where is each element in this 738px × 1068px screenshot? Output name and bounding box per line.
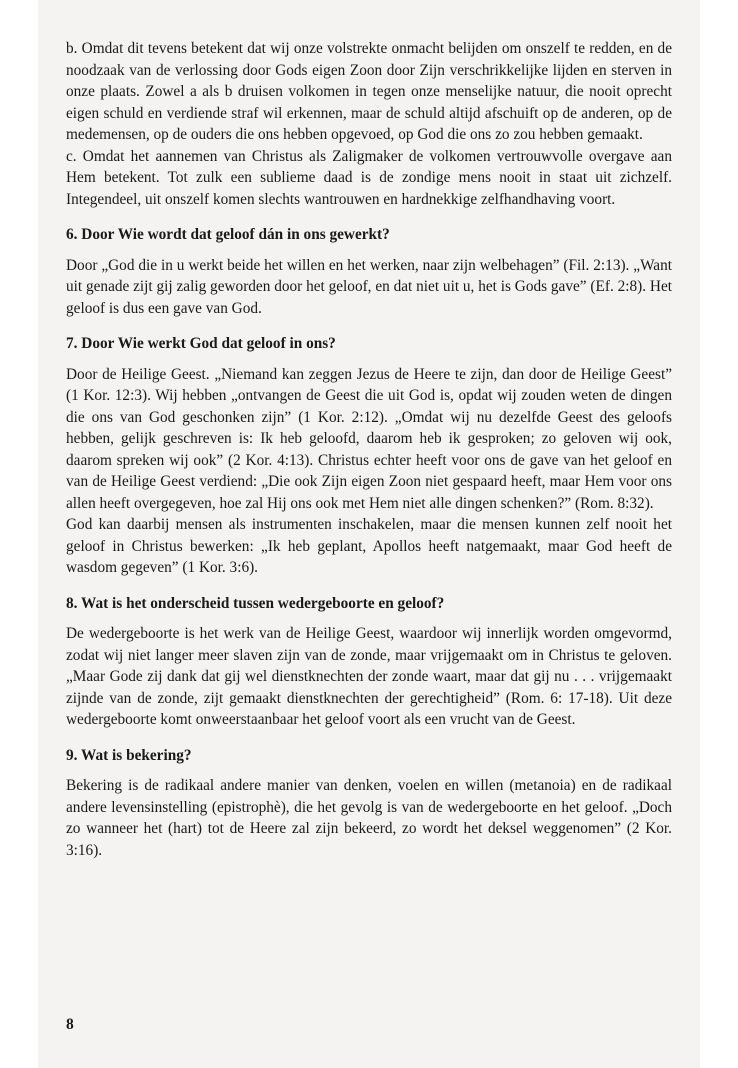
- answer-6: Door „God die in u werkt beide het willen en het werken, naar zijn welbehagen” (Fil. 2:13). „Want uit genade zijt gij zalig geworden door het geloof, en dat niet uit u, het is Gods gave” (Ef. 2:8). Het geloof is dus een gave van God.: [66, 256, 672, 317]
- question-7-heading: 7. Door Wie werkt God dat geloof in ons?: [66, 335, 336, 352]
- question-8-heading: 8. Wat is het onderscheid tussen wedergeboorte en geloof?: [66, 594, 445, 612]
- question-9-heading: 9. Wat is bekering?: [66, 746, 192, 764]
- page-content: [66, 38, 672, 861]
- paragraph-c: c. Omdat het aannemen van Christus als Zaligmaker de volkomen vertrouwvolle overgave aan Hem betekent. Tot zulk een sublieme daad is de zondige mens nooit in staat uit zichzelf. Integendeel, uit onszelf komen slechts wantrouwen en hardnekkige zelfhandhaving voort.: [66, 147, 672, 208]
- question-6-heading: 6. Door Wie wordt dat geloof dán in ons gewerkt?: [66, 226, 390, 243]
- book-page: [38, 0, 700, 1068]
- answer-7-part-2: God kan daarbij mensen als instrumenten inschakelen, maar die mensen kunnen zelf nooit het geloof in Christus bewerken: „Ik heb geplant, Apollos heeft natgemaakt, maar God heeft de wasdom gegeven” (1 Kor. 3:6).: [66, 516, 672, 576]
- answer-8: De wedergeboorte is het werk van de Heilige Geest, waardoor wij innerlijk worden omgevormd, zodat wij niet langer meer slaven zijn van de zonde, maar vrijgemaakt om in Christus te geloven. „Maar Gode zij dank dat gij wel dienstknechten der zonde waart, maar dat gij nu . . . vrijgemaakt zijnde van de zonde, zijt gemaakt dienstknechten der gerechtigheid” (Rom. 6: 17-18). Uit deze wedergeboorte komt onweerstaanbaar het geloof voort als een vrucht van de Geest.: [66, 625, 672, 728]
- answer-7-part-1: Door de Heilige Geest. „Niemand kan zeggen Jezus de Heere te zijn, dan door de Heilige Geest” (1 Kor. 12:3). Wij hebben „ontvangen de Geest die uit God is, opdat wij zouden weten de dingen die ons van God geschonken zijn” (1 Kor. 2:12). „Omdat wij nu dezelfde Geest des geloofs hebben, gelijk geschreven is: Ik heb geloofd, daarom heb ik gesproken; zo geloven wij ook, daarom spreken wij ook” (2 Kor. 4:13). Christus echter heeft voor ons de gave van het geloof en van de Heilige Geest verdiend: „Die ook Zijn eigen Zoon niet gespaard heeft, maar Hem voor ons allen heeft overgegeven, hoe zal Hij ons ook met Hem niet alle dingen schenken?” (Rom. 8:32).: [66, 365, 672, 512]
- paragraph-b: b. Omdat dit tevens betekent dat wij onze volstrekte onmacht belijden om onszelf te redden, en de noodzaak van de verlossing door Gods eigen Zoon door Zijn verschrikkelijke lijden en sterven in onze plaats. Zowel a als b druisen volkomen in tegen onze menselijke natuur, die nooit oprecht eigen schuld en verdiende straf wil erkennen, maar de schuld altijd afschuift op de anderen, op de medemensen, op de ouders die ons hebben opgevoed, op God die ons zo zou hebben gemaakt.: [66, 40, 672, 143]
- answer-9: Bekering is de radikaal andere manier van denken, voelen en willen (metanoia) en de radikaal andere levensinstelling (epistrophè), die het gevolg is van de wedergeboorte en het geloof. „Doch zo wanneer het (hart) tot de Heere zal zijn bekeerd, zo wordt het deksel weggenomen” (2 Kor. 3:16).: [66, 777, 672, 859]
- page-number: 8: [66, 1016, 74, 1033]
